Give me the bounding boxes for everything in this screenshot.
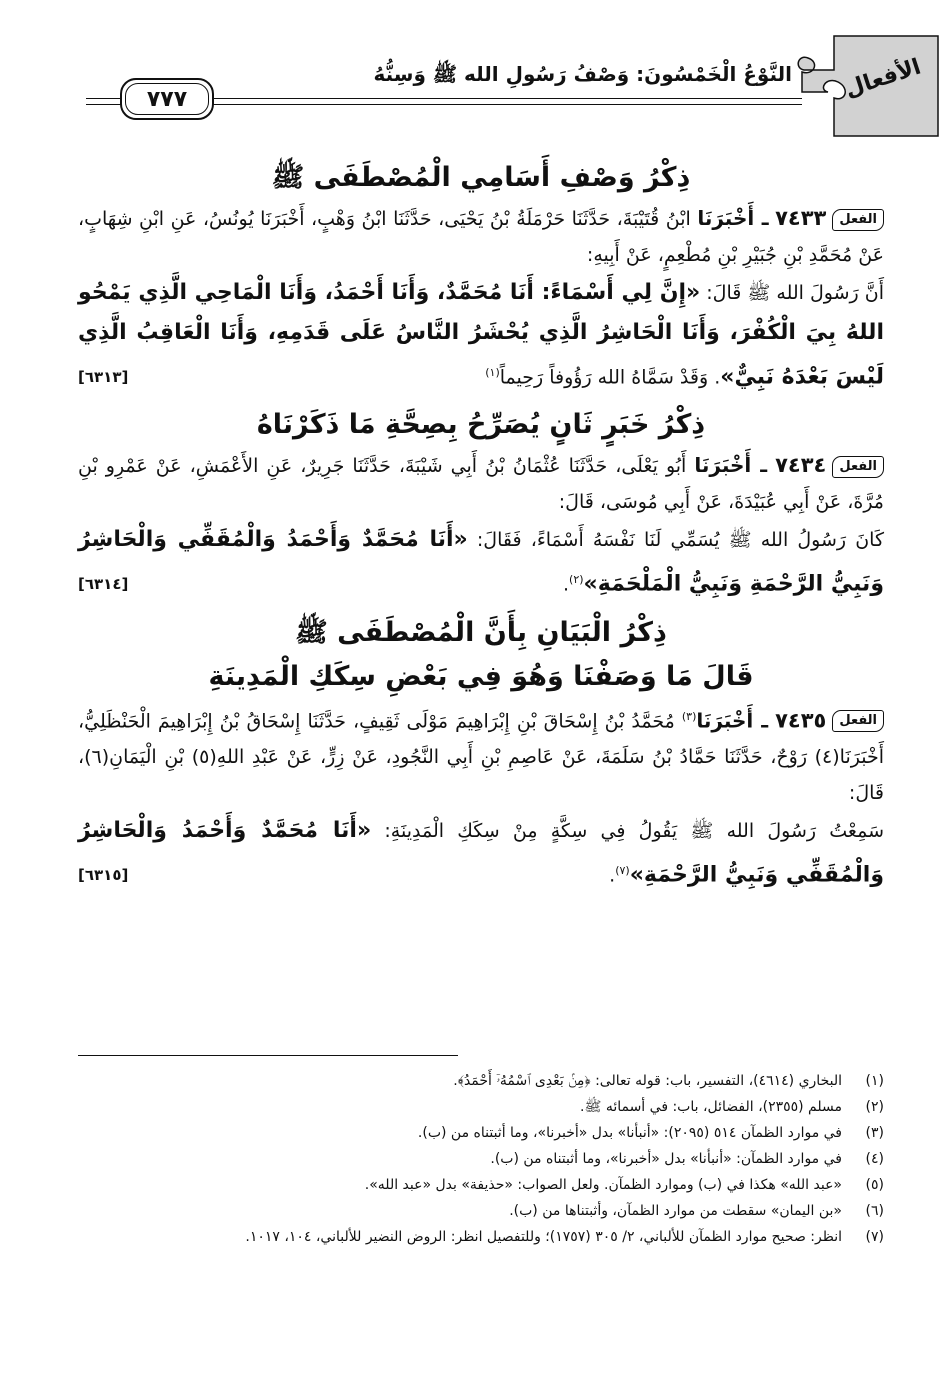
footnote-number: (٦)	[865, 1203, 884, 1219]
hadith-matn	[78, 811, 884, 895]
hadith-number: ٧٤٣٥	[775, 707, 827, 732]
footnote-number: (٧)	[865, 1229, 884, 1245]
reference-number: [٦٣١٤]	[78, 575, 129, 594]
section-heading: ذِكْرُ وَصْفِ أَسَامِي الْمُصْطَفَى ﷺ	[271, 162, 691, 193]
footnote-item	[78, 1172, 884, 1198]
hadith-isnad	[78, 200, 884, 273]
main-text	[78, 152, 884, 895]
footnote-item	[78, 1224, 884, 1250]
page-number: ٧٧٧	[146, 86, 188, 112]
footnote-marker: (٢)	[569, 573, 584, 587]
footnote-item	[78, 1068, 884, 1094]
hadith-7433	[78, 200, 884, 397]
section-heading-line2: قَالَ مَا وَصَفْنَا وَهُوَ فِي بَعْضِ سِكَكِ الْمَدِينَةِ	[208, 660, 754, 692]
akhbarana-label: ـ أَخْبَرَنَا	[697, 206, 769, 230]
footnote-text: في موارد الظمآن ٥١٤ (٢٠٩٥): «أنبأنا» بدل «أخبرنا»، وما أثبتناه من (ب).	[417, 1125, 842, 1141]
hadith-isnad	[78, 447, 884, 520]
isnad-text: مُحَمَّدُ بْنُ إِسْحَاقَ بْنِ إِبْرَاهِيمَ مَوْلَى ثَقِيفٍ، حَدَّثَنَا إِسْحَاقُ بْنُ إِبْرَاهِيمَ الْحَنْظَلِيُّ، أَخْبَرَنَا(٤) رَوْحٌ، حَدَّثَنَا حَمَّادُ بْنُ سَلَمَةَ، عَنْ عَاصِمِ بْنِ أَبِي النَّجُودِ، عَنْ زِرٍّ، عَنْ عَبْدِ اللهِ(٥) بْنِ الْيَمَانِ(٦)، قَالَ:	[78, 709, 884, 804]
matn-quote: «أَنَا مُحَمَّدٌ وَأَحْمَدُ وَالْمُقَفِّي وَالْحَاشِرُ وَنَبِيُّ الرَّحْمَةِ وَنَبِيُّ الْمَلْحَمَةِ»	[78, 527, 884, 597]
footnote-item	[78, 1094, 884, 1120]
section-heading: ذِكْرُ خَبَرٍ ثَانٍ يُصَرِّحُ بِصِحَّةِ مَا ذَكَرْنَاهُ	[256, 409, 706, 441]
matn-intro: كَانَ رَسُولُ الله ﷺ يُسَمِّي لَنَا نَفْسَهُ أَسْمَاءً، فَقَالَ:	[467, 529, 884, 552]
running-title: النَّوْعُ الْخَمْسُونَ: وَصْفُ رَسُولِ الله ﷺ وَسِنُّهُ	[373, 62, 792, 86]
matn-quote: «أَنَا مُحَمَّدٌ وَأَحْمَدُ وَالْحَاشِرُ وَالْمُقَفِّي وَنَبِيُّ الرَّحْمَةِ»	[78, 817, 884, 888]
footnote-text: مسلم (٢٣٥٥)، الفضائل، باب: في أسمائه ﷺ.	[580, 1099, 842, 1115]
hadith-isnad	[78, 699, 884, 811]
footnote-item	[78, 1120, 884, 1146]
hadith-7435	[78, 699, 884, 896]
hadith-matn	[78, 273, 884, 397]
page-header	[80, 32, 942, 152]
matn-quote: «إِنَّ لِي أَسْمَاءً: أَنَا مُحَمَّدٌ، وَأَنَا أَحْمَدُ، وَأَنَا الْمَاحِي الَّذِي يَمْحُو اللهُ بِيَ الْكُفْرَ، وَأَنَا الْحَاشِرُ الَّذِي يُحْشَرُ النَّاسُ عَلَى قَدَمِهِ، وَأَنَا الْعَاقِبُ الَّذِي لَيْسَ بَعْدَهُ نَبِيٌّ»	[78, 280, 884, 390]
footnote-number: (٤)	[865, 1151, 884, 1167]
isnad-text: أَبُو يَعْلَى، حَدَّثَنَا عُثْمَانُ بْنُ أَبِي شَيْبَةَ، حَدَّثَنَا جَرِيرٌ، عَنِ الأَعْمَشِ، عَنْ عَمْرِو بْنِ مُرَّةَ، عَنْ أَبِي عُبَيْدَةَ، عَنْ أَبِي مُوسَى، قَالَ:	[78, 455, 884, 514]
page-number-box	[120, 78, 214, 120]
footnote-number: (١)	[865, 1073, 884, 1089]
footnote-marker: (١)	[485, 366, 500, 379]
footnote-text: في موارد الظمآن: «أنبأنا» بدل «أخبرنا»، وما أثبتناه من (ب).	[490, 1151, 842, 1167]
hadith-badge: الفعل	[832, 710, 884, 732]
footnote-text: «عبد الله» هكذا في (ب) وموارد الظمآن. ولعل الصواب: «حذيفة» بدل «عبد الله».	[364, 1177, 842, 1193]
reference-number: [٦٣١٣]	[78, 368, 129, 386]
reference-number: [٦٣١٥]	[78, 865, 129, 884]
footnote-item	[78, 1198, 884, 1224]
footnote-number: (٢)	[865, 1099, 884, 1115]
footnote-marker: (٣)	[681, 709, 697, 723]
footnote-number: (٣)	[865, 1125, 884, 1141]
footnote-text: انظر: صحيح موارد الظمآن للألباني، ٢/ ٣٠٥ (١٧٥٧)؛ وللتفصيل انظر: الروض النضير للألباني، ١٠٤، ١٠١٧.	[245, 1229, 842, 1245]
hadith-badge: الفعل	[832, 209, 884, 231]
matn-intro: سَمِعْتُ رَسُولَ الله ﷺ يَقُولُ فِي سِكَّةٍ مِنْ سِكَكِ الْمَدِينَةِ:	[371, 819, 884, 842]
footnotes	[78, 1068, 884, 1250]
matn-tail: .	[562, 573, 570, 596]
matn-tail: . وَقَدْ سَمَّاهُ الله رَؤُوفاً رَحِيماً	[499, 366, 721, 389]
footnote-rule	[78, 1055, 458, 1056]
footnote-text: البخاري (٤٦١٤)، التفسير، باب: قوله تعالى: ﴿مِنۢ بَعْدِى ٱسْمُهُۥٓ أَحْمَدُ﴾.	[453, 1073, 842, 1089]
hadith-matn	[78, 520, 884, 604]
puzzle-badge-icon	[794, 32, 942, 140]
hadith-badge: الفعل	[832, 456, 884, 478]
footnote-number: (٥)	[865, 1177, 884, 1193]
hadith-7434	[78, 447, 884, 604]
footnote-item	[78, 1146, 884, 1172]
footnote-text: «بن اليمان» سقطت من موارد الظمآن، وأثبتناها من (ب).	[509, 1203, 842, 1219]
footnote-marker: (٧)	[615, 863, 630, 877]
section-heading: ذِكْرُ الْبَيَانِ بِأَنَّ الْمُصْطَفَى ﷺ	[295, 616, 667, 648]
akhbarana-label: ـ أَخْبَرَنَا	[694, 453, 768, 478]
akhbarana-label: ـ أَخْبَرَنَا	[696, 707, 769, 732]
badge-label: الأفعال	[841, 54, 924, 103]
isnad-text: ابْنُ قُتَيْبَةَ، حَدَّثَنَا حَرْمَلَةُ بْنُ يَحْيَى، حَدَّثَنَا ابْنُ وَهْبٍ، أَخْبَرَنَا يُونُسُ، عَنِ ابْنِ شِهَابٍ، عَنْ مُحَمَّدِ بْنِ جُبَيْرِ بْنِ مُطْعِمٍ، عَنْ أَبِيهِ:	[78, 208, 884, 266]
matn-intro: أَنَّ رَسُولَ الله ﷺ قَالَ:	[700, 282, 884, 304]
hadith-number: ٧٤٣٤	[775, 453, 827, 478]
hadith-number: ٧٤٣٣	[775, 206, 827, 230]
matn-tail: .	[609, 864, 616, 887]
